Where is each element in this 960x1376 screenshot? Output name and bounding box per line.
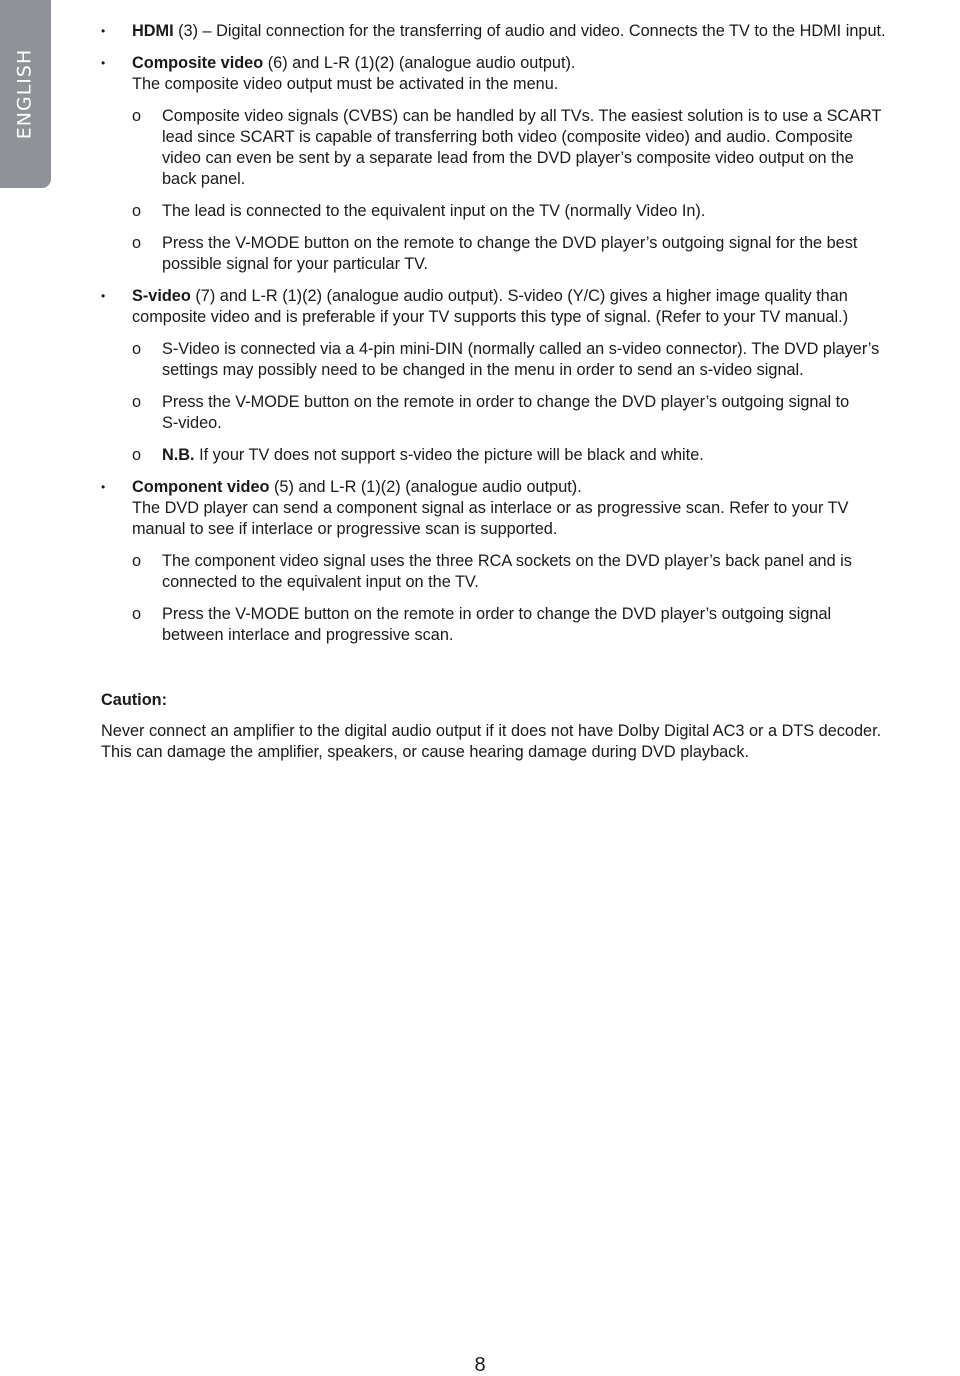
list-item-component-video [0, 477, 960, 540]
page-number: 8 [474, 1354, 486, 1376]
sub-bullet-icon: o [132, 446, 142, 464]
sub-item-text: connected to the equivalent input on the TV. [162, 573, 479, 591]
item-text: composite video and is preferable if your TV supports this type of signal. (Refer to your TV manual.) [132, 308, 849, 326]
bullet-icon: • [101, 289, 106, 303]
caution-heading: Caution: [101, 691, 168, 709]
item-text: The DVD player can send a component signal as interlace or as progressive scan. Refer to your TV [132, 499, 849, 517]
sub-item-text: Press the V-MODE button on the remote to change the DVD player’s outgoing signal for the best [162, 234, 858, 252]
caution-section [101, 690, 881, 763]
item-text: Component video (5) and L-R (1)(2) (analogue audio output). [132, 478, 582, 496]
sub-item-rca-sockets [0, 551, 960, 593]
sub-bullet-icon: o [132, 107, 142, 125]
item-text: Composite video (6) and L-R (1)(2) (analogue audio output). [132, 54, 576, 72]
sub-bullet-icon: o [132, 340, 142, 358]
sub-item-text: possible signal for your particular TV. [162, 255, 429, 273]
bullet-icon: • [101, 480, 106, 494]
sub-item-text: N.B. If your TV does not support s-video the picture will be black and white. [162, 446, 704, 464]
note-label: N.B. [162, 446, 195, 464]
sub-item-text: S-Video is connected via a 4-pin mini-DIN (normally called an s-video connector). The DVD player’s [162, 340, 880, 358]
caution-text: Never connect an amplifier to the digital audio output if it does not have Dolby Digital AC3 or a DTS decoder. [101, 722, 882, 740]
item-text: The composite video output must be activated in the menu. [132, 75, 559, 93]
list-item-composite-video [0, 53, 960, 95]
item-title: Component video [132, 478, 270, 496]
list-item-s-video [0, 286, 960, 328]
sub-item-nb-note [0, 445, 960, 466]
sub-item-text: back panel. [162, 170, 246, 188]
sub-item-text: lead since SCART is capable of transferring both video (composite video) and audio. Composite [162, 128, 853, 146]
item-title: Composite video [132, 54, 264, 72]
sub-item-mini-din [0, 339, 960, 381]
sub-item-vmode-composite [0, 233, 960, 275]
sub-item-text: Press the V-MODE button on the remote in order to change the DVD player’s outgoing signal to [162, 393, 850, 411]
sub-item-lead-connection [0, 201, 960, 222]
sub-bullet-icon: o [132, 552, 142, 570]
item-text: HDMI (3) – Digital connection for the transferring of audio and video. Connects the TV to the HDMI input. [132, 22, 886, 40]
sub-item-text: The component video signal uses the three RCA sockets on the DVD player’s back panel and is [162, 552, 852, 570]
list-item-hdmi [0, 21, 960, 42]
bullet-icon: • [101, 56, 106, 70]
sub-item-text: settings may possibly need to be changed in the menu in order to send an s-video signal. [162, 361, 804, 379]
sub-item-text: between interlace and progressive scan. [162, 626, 454, 644]
caution-text: This can damage the amplifier, speakers, or cause hearing damage during DVD playback. [101, 743, 749, 761]
sub-item-text: video can even be sent by a separate lead from the DVD player’s composite video output on the [162, 149, 854, 167]
language-tab-label: ENGLISH [13, 48, 36, 140]
item-text: manual to see if interlace or progressive scan is supported. [132, 520, 558, 538]
sub-item-vmode-svideo [0, 392, 960, 434]
sub-item-vmode-component [0, 604, 960, 646]
sub-item-text: Composite video signals (CVBS) can be handled by all TVs. The easiest solution is to use a SCART [162, 107, 882, 125]
item-text: S-video (7) and L-R (1)(2) (analogue audio output). S-video (Y/C) gives a higher image quality than [132, 287, 848, 305]
sub-bullet-icon: o [132, 605, 142, 623]
bullet-icon: • [101, 24, 106, 38]
item-title: HDMI [132, 22, 174, 40]
sub-bullet-icon: o [132, 393, 142, 411]
sub-item-text: Press the V-MODE button on the remote in order to change the DVD player’s outgoing signal [162, 605, 832, 623]
sub-item-text: S-video. [162, 414, 222, 432]
manual-content [0, 21, 960, 657]
sub-item-text: The lead is connected to the equivalent input on the TV (normally Video In). [162, 202, 706, 220]
item-title: S-video [132, 287, 191, 305]
sub-item-cvbs [0, 106, 960, 190]
sub-bullet-icon: o [132, 202, 142, 220]
sub-bullet-icon: o [132, 234, 142, 252]
